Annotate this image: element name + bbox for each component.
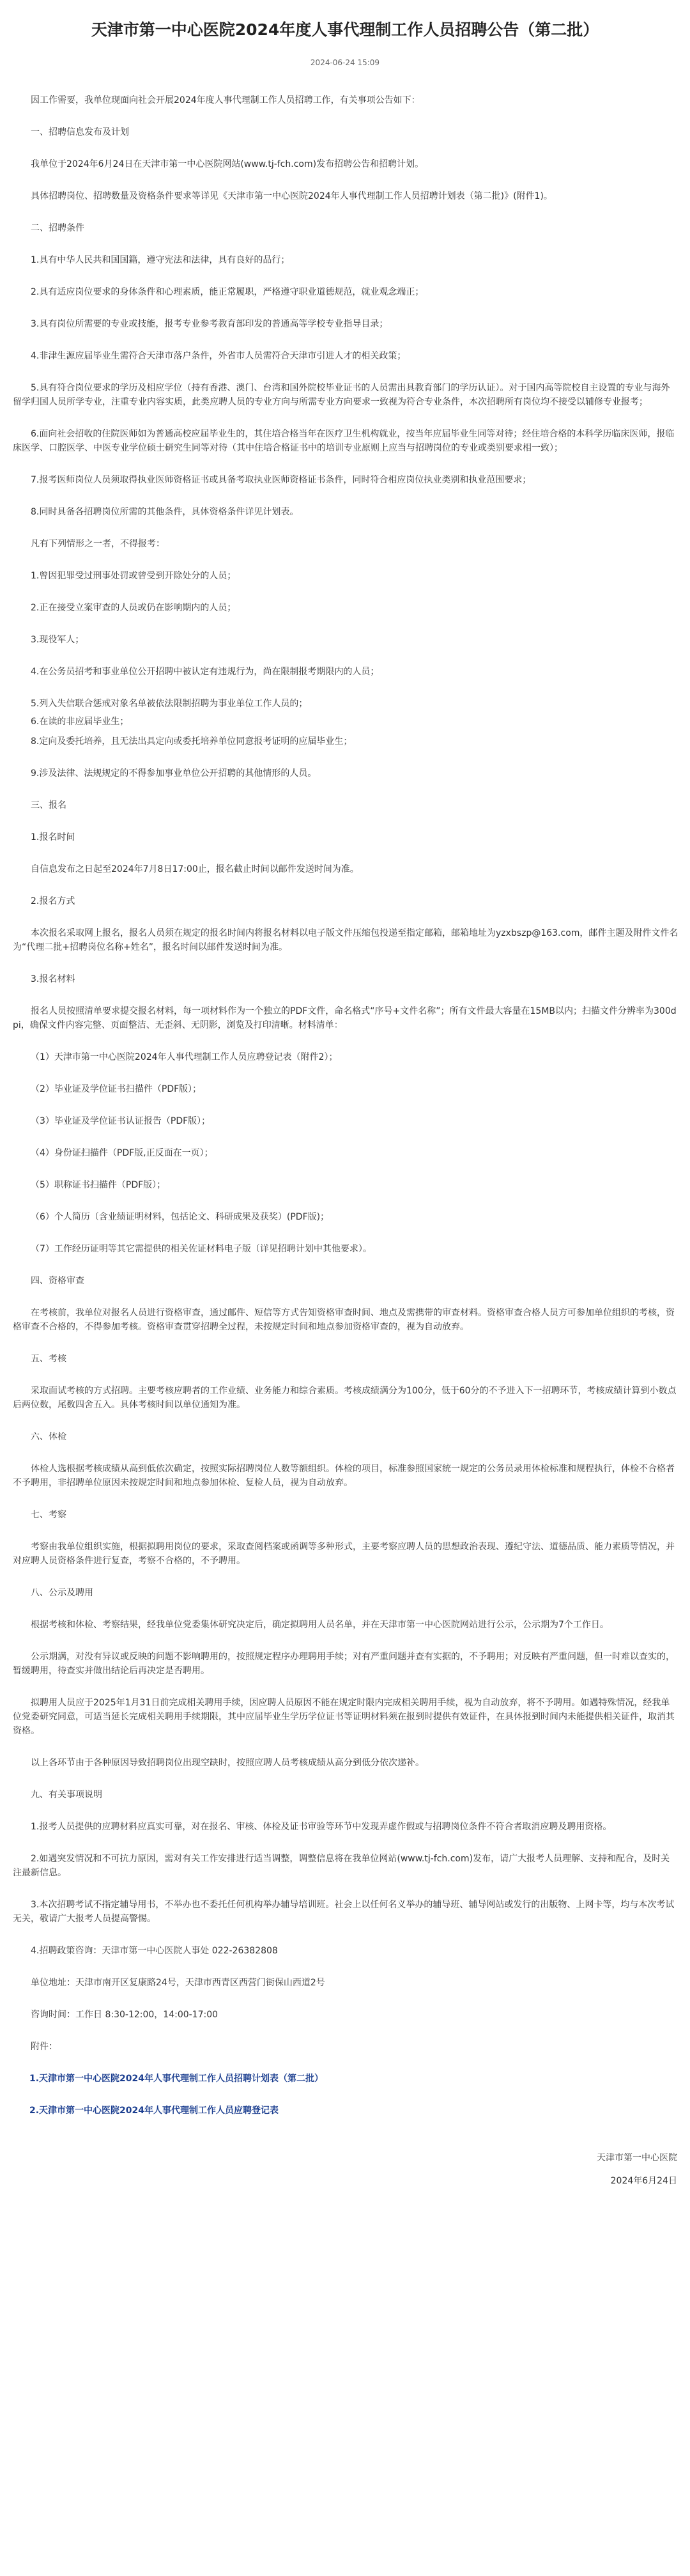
body-paragraph: 采取面试考核的方式招聘。主要考核应聘者的工作业绩、业务能力和综合素质。考核成绩满分为100分，低于60分的不予进入下一招聘环节，考核成绩计算到小数点后两位数，尾数四舍五入。具体考核时间以单位通知为准。 — [13, 1386, 677, 1410]
publish-date: 2024-06-24 15:09 — [310, 58, 380, 67]
signature-date: 2024年6月24日 — [610, 2176, 677, 2186]
section-heading: 一、招聘信息发布及计划 — [31, 127, 129, 137]
section-heading: 四、资格审查 — [31, 1276, 84, 1286]
section-heading: 六、体检 — [31, 1432, 66, 1442]
body-paragraph: 在考核前，我单位对报名人员进行资格审查，通过邮件、短信等方式告知资格审查时间、地点及需携带的审查材料。资格审查合格人员方可参加单位组织的考核，资格审查不合格的，不得参加考核。资格审查贯穿招聘全过程，未按规定时间和地点参加资格审查的，视为自动放弃。 — [13, 1308, 675, 1332]
attachment-link-2[interactable]: 2.天津市第一中心医院2024年人事代理制工作人员应聘登记表 — [29, 2106, 279, 2116]
body-paragraph: （7）工作经历证明等其它需提供的相关佐证材料电子版（详见招聘计划中其他要求）。 — [31, 1244, 372, 1254]
body-paragraph: 4.非津生源应届毕业生需符合天津市落户条件，外省市人员需符合天津市引进人才的相关政策； — [31, 351, 406, 361]
body-paragraph: 3.本次招聘考试不指定辅导用书，不举办也不委托任何机构举办辅导培训班。社会上以任何名义举办的辅导班、辅导网站或发行的出版物、上网卡等，均与本次考试无关，敬请广大报考人员提高警惕。 — [13, 1900, 675, 1924]
body-paragraph: 1.具有中华人民共和国国籍，遵守宪法和法律，具有良好的品行； — [31, 255, 290, 265]
body-paragraph: 2.报名方式 — [31, 896, 75, 906]
body-paragraph: 2.如遇突发情况和不可抗力原因，需对有关工作安排进行适当调整，调整信息将在我单位网站(www.tj-fch.com)发布，请广大报考人员理解、支持和配合，及时关注最新信息。 — [13, 1854, 670, 1878]
body-paragraph: 2.具有适应岗位要求的身体条件和心理素质，能正常履职，严格遵守职业道德规范，就业观念端正； — [31, 287, 424, 297]
body-paragraph: （3）毕业证及学位证书认证报告（PDF版）； — [31, 1116, 211, 1126]
hours-paragraph: 咨询时间：工作日 8:30-12:00，14:00-17:00 — [31, 2010, 218, 2020]
section-heading: 五、考核 — [31, 1354, 66, 1364]
body-paragraph: 我单位于2024年6月24日在天津市第一中心医院网站(www.tj-fch.com)发布招聘公告和招聘计划。 — [31, 159, 424, 169]
body-paragraph: 5.具有符合岗位要求的学历及相应学位（持有香港、澳门、台湾和国外院校毕业证书的人员需出具教育部门的学历认证）。对于国内高等院校自主设置的专业与海外留学归国人员所学专业，注重专业内容实质，此类应聘人员的专业方向与所需专业方向要求一致视为符合专业条件，本次招聘所有岗位均不接受以辅修专业报考； — [13, 383, 670, 407]
section-heading: 九、有关事项说明 — [31, 1790, 102, 1800]
body-paragraph: 8.同时具备各招聘岗位所需的其他条件，具体资格条件详见计划表。 — [31, 507, 299, 517]
body-paragraph: 1.报考人员提供的应聘材料应真实可靠，对在报名、审核、体检及证书审验等环节中发现弄虚作假或与招聘岗位条件不符合者取消应聘及聘用资格。 — [31, 1822, 612, 1832]
body-paragraph: 1.曾因犯罪受过刑事处罚或曾受到开除处分的人员； — [31, 571, 236, 581]
body-paragraph: 自信息发布之日起至2024年7月8日17:00止，报名截止时间以邮件发送时间为准。 — [31, 864, 359, 874]
body-paragraph: 2.正在接受立案审查的人员或仍在影响期内的人员； — [31, 603, 236, 613]
contact-paragraph: 4.招聘政策咨询：天津市第一中心医院人事处 022-26382808 — [31, 1946, 278, 1956]
body-paragraph: 4.在公务员招考和事业单位公开招聘中被认定有违规行为，尚在限制报考期限内的人员； — [31, 667, 379, 677]
body-paragraph: 9.涉及法律、法规规定的不得参加事业单位公开招聘的其他情形的人员。 — [31, 768, 317, 779]
body-paragraph: 6.面向社会招收的住院医师如为普通高校应届毕业生的，其住培合格当年在医疗卫生机构就业，按当年应届毕业生同等对待；经住培合格的本科学历临床医师，报临床医学、口腔医学、中医专业学位硕士研究生同等对待（其中住培合格证书中的培训专业原则上应当与招聘岗位的专业或类别要求相一致）； — [13, 429, 675, 453]
section-heading: 二、招聘条件 — [31, 223, 84, 233]
attachment-link-1[interactable]: 1.天津市第一中心医院2024年人事代理制工作人员招聘计划表（第二批） — [29, 2074, 324, 2084]
section-heading: 三、报名 — [31, 800, 66, 811]
body-paragraph: 凡有下列情形之一者，不得报考： — [31, 539, 165, 549]
body-paragraph: （4）身份证扫描件（PDF版,正反面在一页）； — [31, 1148, 213, 1158]
body-paragraph: 以上各环节由于各种原因导致招聘岗位出现空缺时，按照应聘人员考核成绩从高分到低分依次递补。 — [31, 1758, 424, 1768]
body-paragraph: 根据考核和体检、考察结果，经我单位党委集体研究决定后，确定拟聘用人员名单，并在天津市第一中心医院网站进行公示，公示期为7个工作日。 — [31, 1620, 609, 1630]
body-paragraph: （6）个人简历（含业绩证明材料，包括论文、科研成果及获奖）(PDF版)； — [31, 1212, 330, 1222]
body-paragraph: 5.列入失信联合惩戒对象名单被依法限制招聘为事业单位工作人员的； — [31, 699, 308, 709]
body-paragraph: 本次报名采取网上报名，报名人员须在规定的报名时间内将报名材料以电子版文件压缩包投递至指定邮箱，邮箱地址为yzxbszp@163.com，邮件主题及附件文件名为“代理二批+招聘岗位名称+姓名”，报名时间以邮件发送时间为准。 — [13, 928, 678, 952]
body-paragraph: 8.定向及委托培养，且无法出具定向或委托培养单位同意报考证明的应届毕业生； — [31, 736, 353, 747]
section-heading: 七、考察 — [31, 1510, 66, 1520]
body-paragraph: 具体招聘岗位、招聘数量及资格条件要求等详见《天津市第一中心医院2024年人事代理制工作人员招聘计划表（第二批)》(附件1)。 — [31, 191, 553, 201]
body-paragraph: （1）天津市第一中心医院2024年人事代理制工作人员应聘登记表（附件2）； — [31, 1052, 338, 1062]
body-paragraph: 考察由我单位组织实施，根据拟聘用岗位的要求，采取查阅档案或函调等多种形式，主要考察应聘人员的思想政治表现、遵纪守法、道德品质、能力素质等情况，并对应聘人员资格条件进行复查，考察不合格的，不予聘用。 — [13, 1542, 675, 1566]
body-paragraph: 7.报考医师岗位人员须取得执业医师资格证书或具备考取执业医师资格证书条件，同时符合相应岗位执业类别和执业范围要求； — [31, 475, 532, 485]
notice-body — [12, 93, 678, 2188]
body-paragraph: 1.报名时间 — [31, 832, 75, 842]
attachments-label: 附件： — [31, 2042, 57, 2052]
body-paragraph: 6.在读的非应届毕业生； — [31, 717, 129, 727]
body-paragraph: 报名人员按照清单要求提交报名材料，每一项材料作为一个独立的PDF文件，命名格式“序号+文件名称”；所有文件最大容量在15MB以内；扫描文件分辨率为300dpi，确保文件内容完整、页面整洁、无歪斜、无阴影，浏览及打印清晰。材料清单： — [13, 1006, 677, 1030]
body-paragraph: 3.报名材料 — [31, 974, 75, 984]
body-paragraph: 公示期满，对没有异议或反映的问题不影响聘用的，按照规定程序办理聘用手续；对有严重问题并查有实据的，不予聘用；对反映有严重问题，但一时难以查实的，暂缓聘用，待查实并做出结论后再决定是否聘用。 — [13, 1652, 675, 1676]
body-paragraph: 3.现役军人； — [31, 635, 84, 645]
intro-paragraph: 因工作需要，我单位现面向社会开展2024年度人事代理制工作人员招聘工作，有关事项公告如下： — [31, 95, 420, 105]
clipped-line — [12, 715, 678, 727]
body-paragraph: 体检人选根据考核成绩从高到低依次确定，按照实际招聘岗位人数等额组织。体检的项目，标准参照国家统一规定的公务员录用体检标准和规程执行，体检不合格者不予聘用，非招聘单位原因未按规定时间和地点参加体检、复检人员，视为自动放弃。 — [13, 1464, 675, 1488]
section-heading: 八、公示及聘用 — [31, 1588, 93, 1598]
signature-org: 天津市第一中心医院 — [597, 2153, 677, 2163]
notice-title: 天津市第一中心医院2024年度人事代理制工作人员招聘公告（第二批） — [91, 20, 599, 39]
body-paragraph: 拟聘用人员应于2025年1月31日前完成相关聘用手续，因应聘人员原因不能在规定时限内完成相关聘用手续，视为自动放弃，将不予聘用。如遇特殊情况，经我单位党委研究同意，可适当延长完成相关聘用手续期限，其中应届毕业生学历学位证书等证明材料须在报到时提供有效证件，在具体报到时间内未能提供相关证件，取消其资格。 — [13, 1698, 675, 1736]
body-paragraph: 3.具有岗位所需要的专业或技能，报考专业参考教育部印发的普通高等学校专业指导目录； — [31, 319, 388, 329]
body-paragraph: （2）毕业证及学位证书扫描件（PDF版）； — [31, 1084, 202, 1094]
body-paragraph: （5）职称证书扫描件（PDF版）； — [31, 1180, 166, 1190]
address-paragraph: 单位地址：天津市南开区复康路24号，天津市西青区西营门街保山西道2号 — [31, 1978, 325, 1988]
